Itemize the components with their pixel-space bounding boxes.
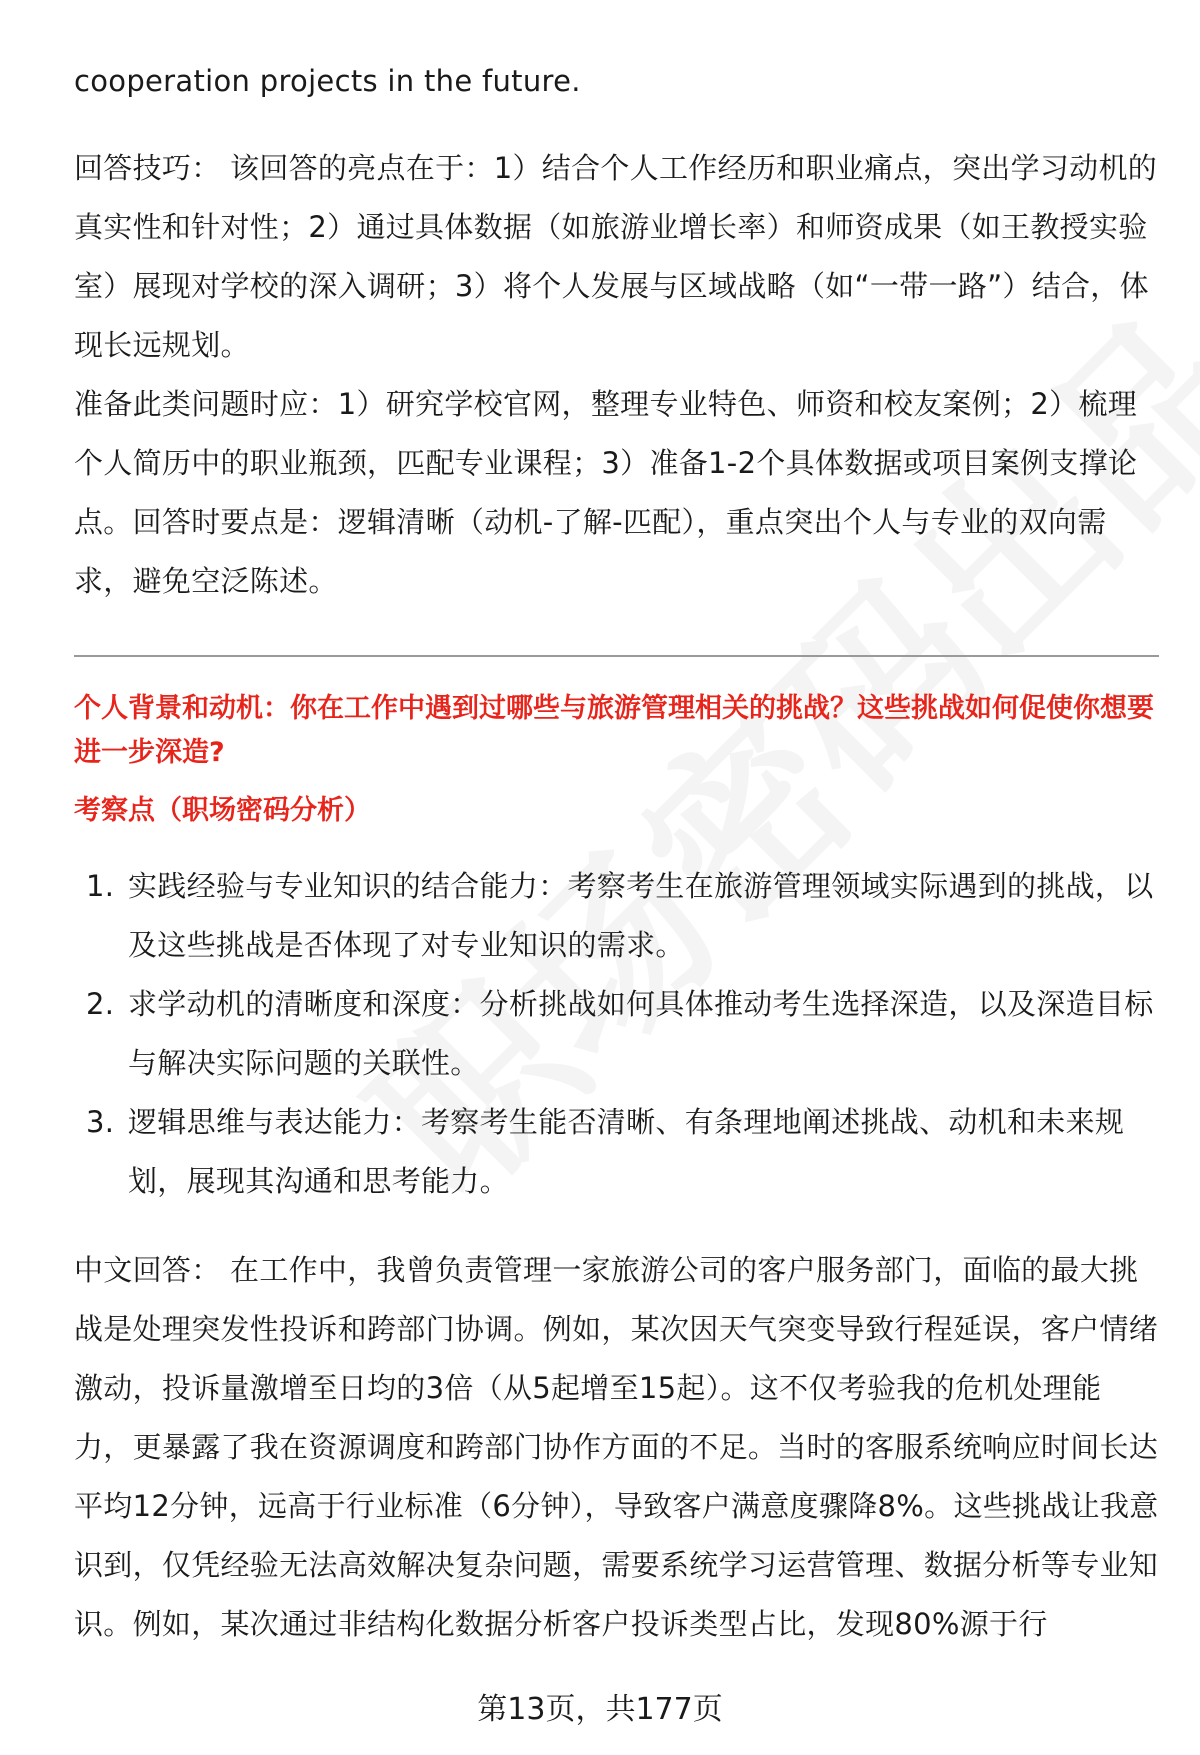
chinese-answer-paragraph: 中文回答： 在工作中，我曾负责管理一家旅游公司的客户服务部门，面临的最大挑战是处理突发性投诉和跨部门协调。例如，某次因天气突变导致行程延误，客户情绪激动，投诉量激增至日均的3倍（从5起增至15起）。这不仅考验我的危机处理能力，更暴露了我在资源调度和跨部门协作方面的不足。当时的客服系统响应时间长达平均12分钟，远高于行业标准（6分钟），导致客户满意度骤降8%。这些挑战让我意识到，仅凭经验无法高效解决复杂问题，需要系统学习运营管理、数据分析等专业知识。例如，某次通过非结构化数据分析客户投诉类型占比，发现80%源于行 xyxy=(74,1253,1159,1641)
assessment-points-list xyxy=(74,857,1159,1211)
page-number-footer: 第13页，共177页 xyxy=(477,1692,723,1727)
list-item-text: 求学动机的清晰度和深度：分析挑战如何具体推动考生选择深造，以及深造目标与解决实际问题的关联性。 xyxy=(128,987,1154,1080)
list-item-text: 实践经验与专业知识的结合能力：考察考生在旅游管理领域实际遇到的挑战，以及这些挑战是否体现了对专业知识的需求。 xyxy=(128,869,1154,962)
preparation-paragraph: 准备此类问题时应：1）研究学校官网，整理专业特色、师资和校友案例；2）梳理个人简历中的职业瓶颈，匹配专业课程；3）准备1-2个具体数据或项目案例支撑论点。回答时要点是：逻辑清晰（动机-了解-匹配），重点突出个人与专业的双向需求，避免空泛陈述。 xyxy=(74,387,1138,598)
answer-tips-paragraph: 回答技巧： 该回答的亮点在于：1）结合个人工作经历和职业痛点，突出学习动机的真实性和针对性；2）通过具体数据（如旅游业增长率）和师资成果（如王教授实验室）展现对学校的深入调研；3）将个人发展与区域战略（如“一带一路”）结合，体现长远规划。 xyxy=(74,151,1158,362)
intro-tail-text: cooperation projects in the future. xyxy=(74,64,581,98)
list-item xyxy=(74,1093,1159,1211)
document-page xyxy=(74,52,1159,1654)
list-item xyxy=(74,975,1159,1093)
list-item-number: 2. xyxy=(86,987,115,1021)
section-divider xyxy=(74,655,1159,657)
list-item-number: 1. xyxy=(86,869,115,903)
list-item-text: 逻辑思维与表达能力：考察考生能否清晰、有条理地阐述挑战、动机和未来规划，展现其沟通和思考能力。 xyxy=(128,1105,1125,1198)
list-item xyxy=(74,857,1159,975)
assessment-points-title: 考察点（职场密码分析） xyxy=(74,795,371,826)
list-item-number: 3. xyxy=(86,1105,115,1139)
question-heading: 个人背景和动机：你在工作中遇到过哪些与旅游管理相关的挑战？这些挑战如何促使你想要进一步深造? xyxy=(74,693,1154,768)
